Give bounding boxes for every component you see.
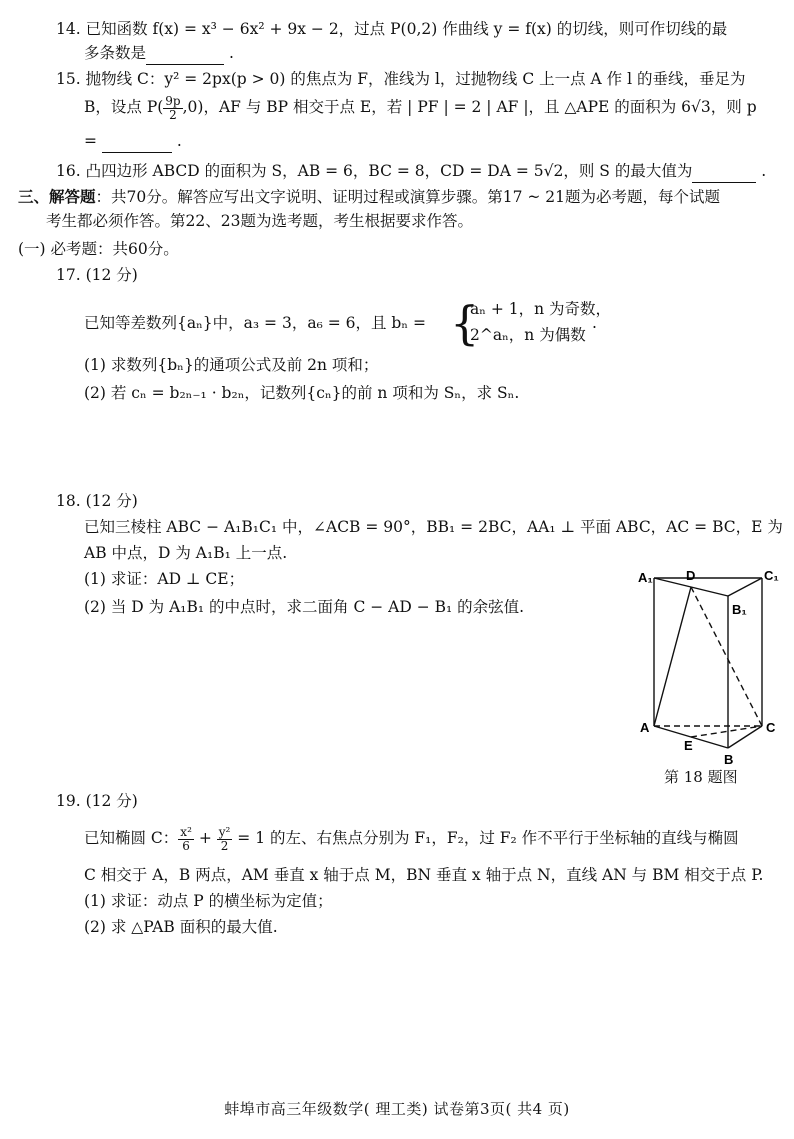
q14-line2 xyxy=(84,42,234,65)
q19-part1: (1) 求证：动点 P 的横坐标为定值； xyxy=(84,892,333,910)
q15-line3 xyxy=(84,130,182,153)
label-d: D xyxy=(686,568,696,583)
segment-e-c-hidden xyxy=(691,726,762,737)
q17-title: 17. (12 分) xyxy=(56,266,138,284)
q18-part2: (2) 当 D 为 A₁B₁ 的中点时，求二面角 C − AD − B₁ 的余弦值. xyxy=(84,598,525,616)
q14-answer-blank xyxy=(146,42,224,65)
q15-eq: = xyxy=(84,132,97,150)
q17-piecewise xyxy=(450,298,610,350)
q19-frac-x-num: x² xyxy=(180,824,192,839)
q15-frac-num: 9p xyxy=(165,93,181,108)
page-footer: 蚌埠市高三年级数学( 理工类) 试卷第3页( 共4 页) xyxy=(224,1100,570,1118)
q17-brace: { xyxy=(450,296,480,350)
q19-frac-y-num: y² xyxy=(218,824,231,839)
label-e: E xyxy=(684,738,693,753)
label-b: B xyxy=(724,752,734,767)
q16-line1 xyxy=(56,160,766,183)
q15-period: . xyxy=(176,132,182,150)
q17-case2: 2^aₙ，n 为偶数 xyxy=(470,326,586,344)
q14-line1: 14. 已知函数 f(x) = x³ − 6x² + 9x − 2，过点 P(0,2) 作曲线 y = f(x) 的切线，则可作切线的最 xyxy=(56,20,728,38)
q17-stem-end: . xyxy=(592,314,597,332)
q15-frac-den: 2 xyxy=(169,107,177,122)
q19-frac-x xyxy=(178,826,194,853)
q17-part2: (2) 若 cₙ = b₂ₙ₋₁ · b₂ₙ，记数列{cₙ}的前 n 项和为 Sₙ，求 Sₙ. xyxy=(84,384,520,402)
q15-fraction xyxy=(163,95,182,122)
segment-d-c-hidden xyxy=(691,587,762,726)
q16-text: 16. 凸四边形 ABCD 的面积为 S，AB = 6，BC = 8，CD = DA = 5√2，则 S 的最大值为 xyxy=(56,162,693,180)
q19-line2: C 相交于 A，B 两点，AM 垂直 x 轴于点 M，BN 垂直 x 轴于点 N，直线 AN 与 BM 相交于点 P. xyxy=(84,866,764,884)
q19-frac-y xyxy=(217,826,233,853)
q19-text-a: 已知椭圆 C： xyxy=(84,829,179,847)
q19-part2: (2) 求 △PAB 面积的最大值. xyxy=(84,918,278,936)
section3-heading: 三、解答题 xyxy=(18,187,96,206)
q19-frac-y-den: 2 xyxy=(220,838,229,853)
q15-line2 xyxy=(84,92,757,122)
q15-text-b: ,0)，AF 与 BP 相交于点 E，若 | PF | = 2 | AF |，且 △APE 的面积为 6√3，则 p xyxy=(182,98,757,116)
q18-figure-caption: 第 18 题图 xyxy=(664,768,738,786)
section3-line2: 考生都必须作答。第22、23题为选考题，考生根据要求作答。 xyxy=(46,212,473,230)
label-a: A xyxy=(640,720,650,735)
section3-line1 xyxy=(18,186,720,208)
q15-text-a: B，设点 P( xyxy=(84,98,164,116)
q18-prism-figure xyxy=(632,568,782,788)
q17-part1: (1) 求数列{bₙ}的通项公式及前 2n 项和； xyxy=(84,356,379,374)
part1-label: (一) 必考题：共60分。 xyxy=(18,240,179,258)
q19-title: 19. (12 分) xyxy=(56,792,138,810)
q19-plus: + xyxy=(198,829,212,847)
q19-frac-x-den: 6 xyxy=(182,838,190,853)
label-c: C xyxy=(766,720,776,735)
label-a1: A₁ xyxy=(638,570,653,585)
section3-text1: ：共70分。解答应写出文字说明、证明过程或演算步骤。第17 ~ 21题为必考题，每个试题 xyxy=(95,188,721,206)
q16-period: . xyxy=(761,162,767,180)
segment-a-d xyxy=(654,587,691,726)
q18-part1: (1) 求证：AD ⊥ CE； xyxy=(84,570,245,588)
q19-line1 xyxy=(84,820,739,856)
edge-b1-c1 xyxy=(728,578,762,596)
label-c1: C₁ xyxy=(764,568,779,583)
q17-case1: aₙ + 1，n 为奇数， xyxy=(470,300,612,318)
q19-text-b: = 1 的左、右焦点分别为 F₁，F₂，过 F₂ 作不平行于坐标轴的直线与椭圆 xyxy=(237,829,739,847)
q14-text: 多条数是 xyxy=(84,44,147,62)
q15-line1: 15. 抛物线 C：y² = 2px(p > 0) 的焦点为 F，准线为 l，过抛物线 C 上一点 A 作 l 的垂线，垂足为 xyxy=(56,70,746,88)
q16-answer-blank xyxy=(692,160,756,183)
q18-title: 18. (12 分) xyxy=(56,492,138,510)
q15-answer-blank xyxy=(102,130,172,153)
q18-line1: 已知三棱柱 ABC − A₁B₁C₁ 中，∠ACB = 90°，BB₁ = 2BC，AA₁ ⊥ 平面 ABC，AC = BC，E 为 xyxy=(84,518,783,536)
q14-period: . xyxy=(228,44,234,62)
q17-stem: 已知等差数列{aₙ}中，a₃ = 3，a₆ = 6，且 bₙ = xyxy=(84,314,426,332)
label-b1: B₁ xyxy=(732,602,747,617)
q18-line2: AB 中点，D 为 A₁B₁ 上一点. xyxy=(84,544,288,562)
